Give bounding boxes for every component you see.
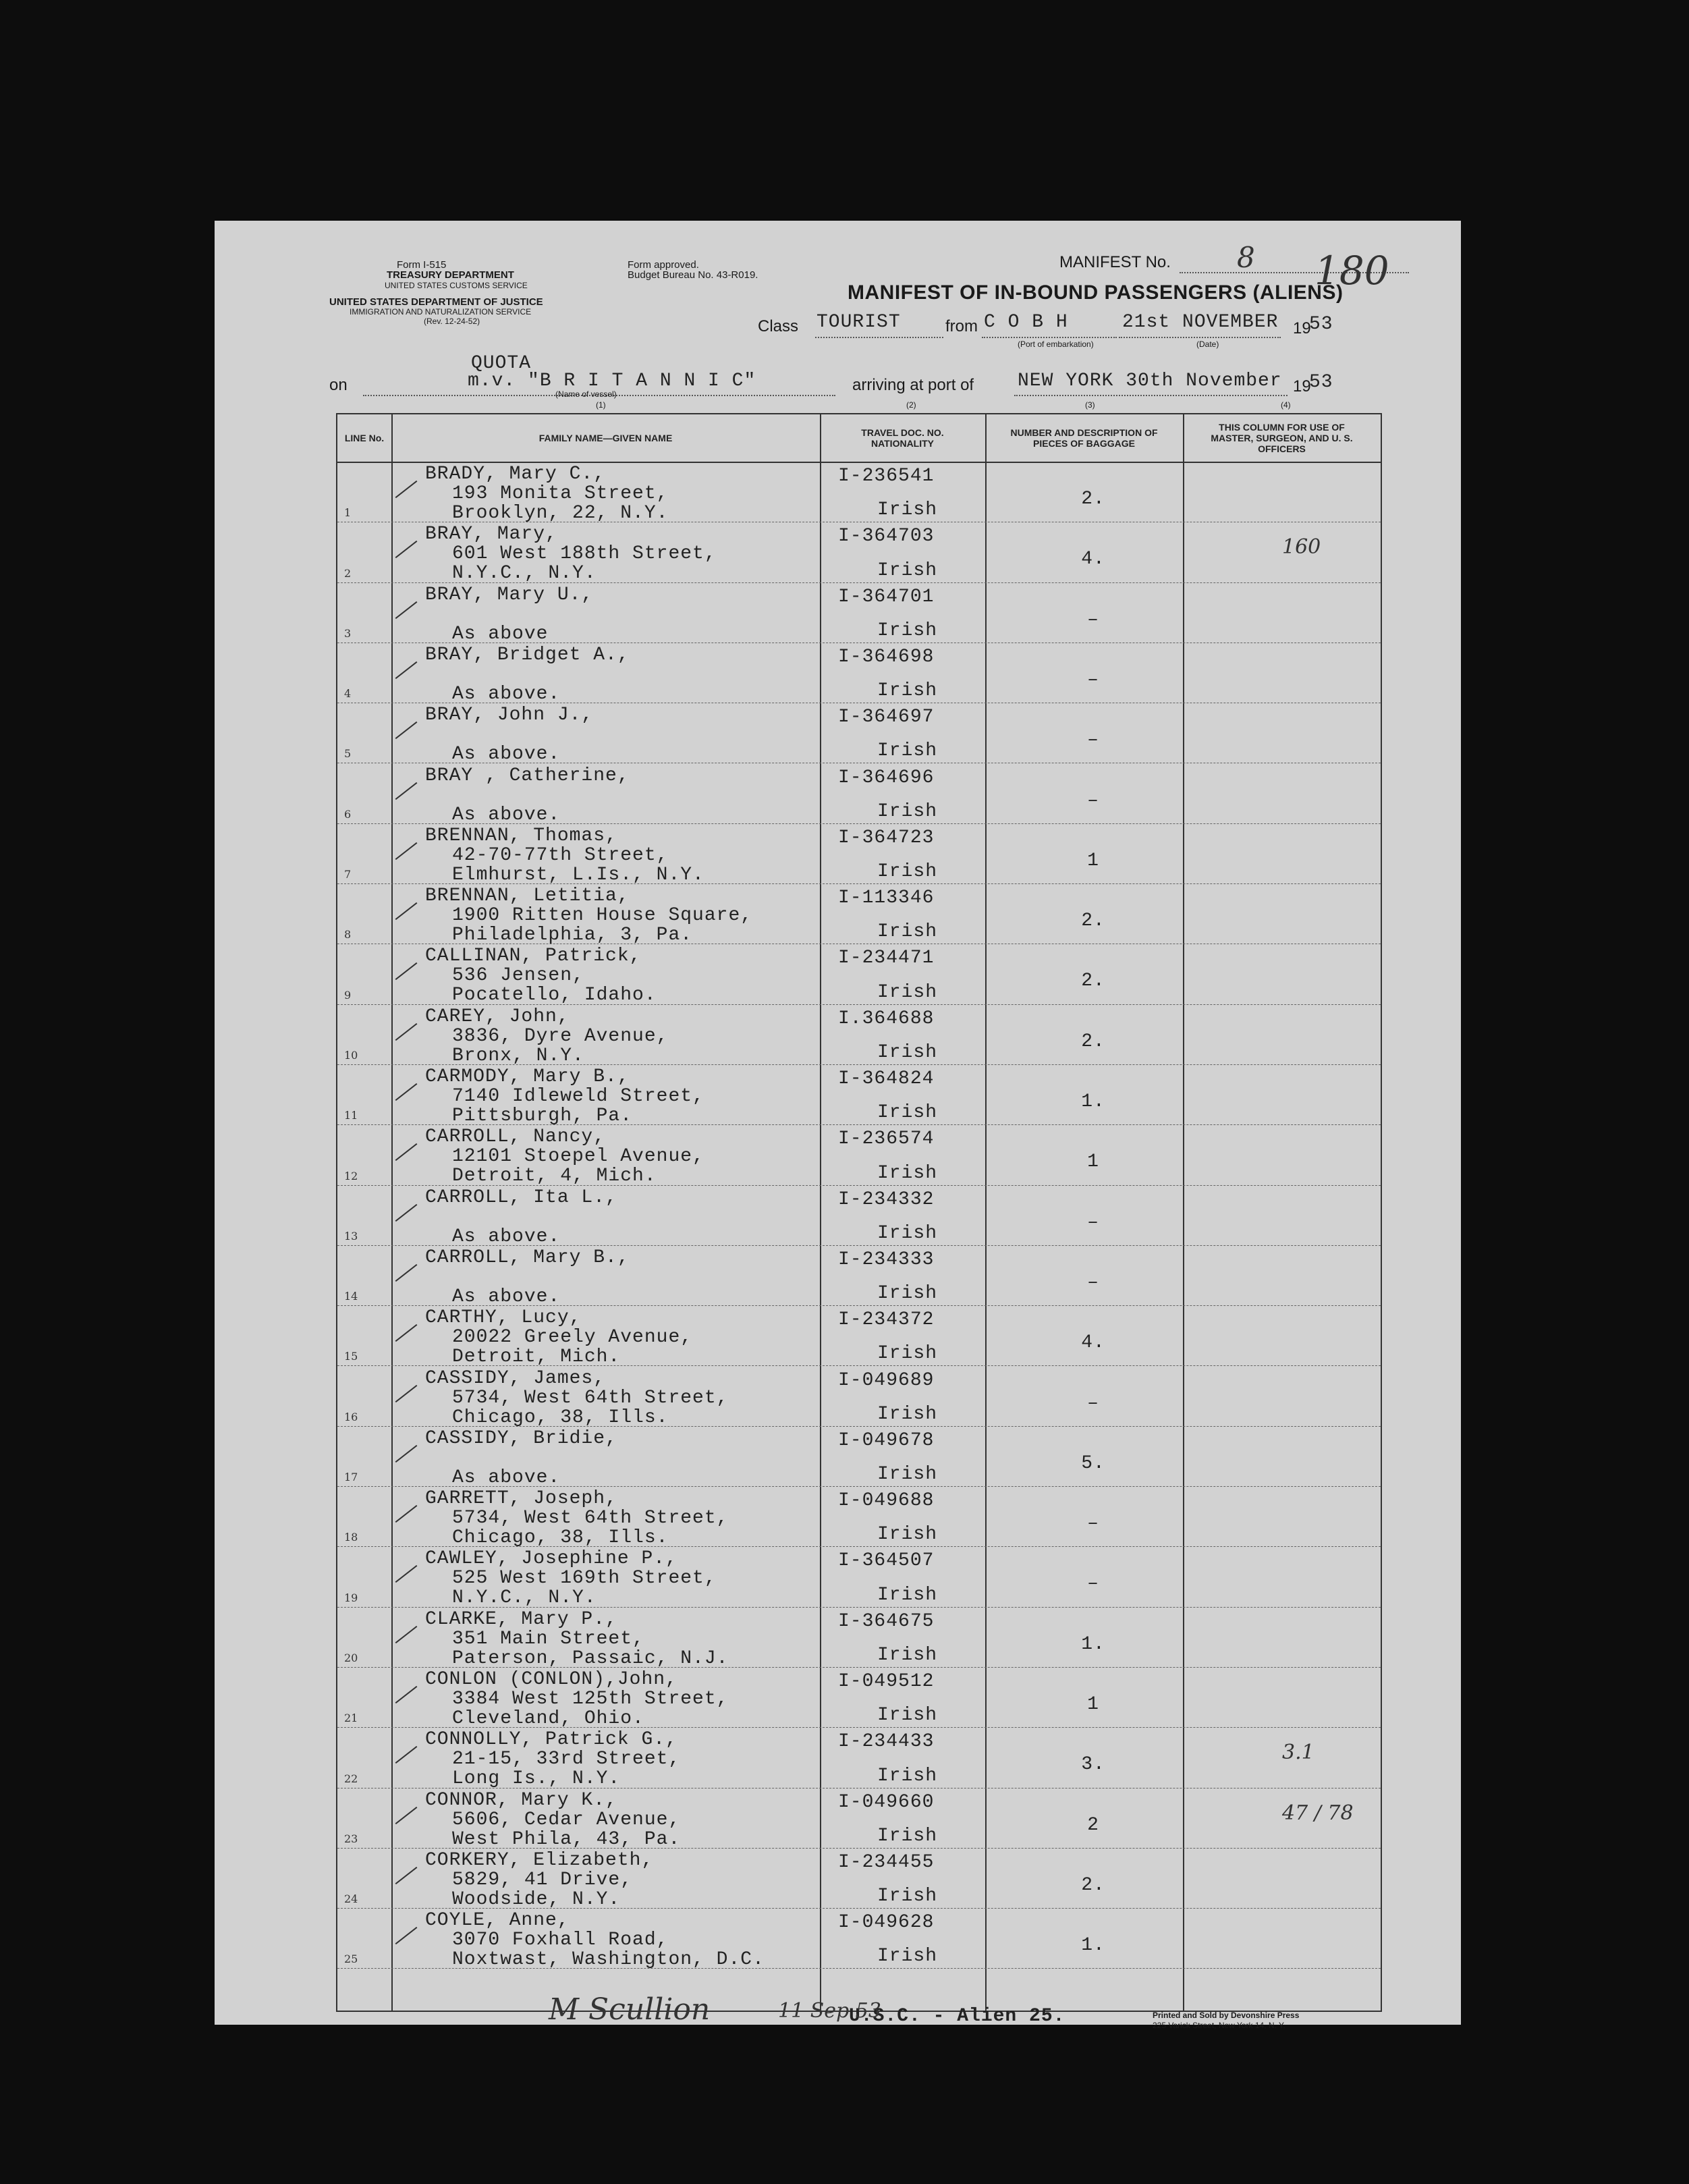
address-line-2: Detroit, 4, Mich. [452,1166,657,1187]
travel-doc-number: I-364697 [838,707,935,728]
printer-line-1: Printed and Sold by Devonshire Press [1153,2011,1300,2020]
table-row [337,462,1381,522]
travel-doc-number: I-113346 [838,888,935,909]
passenger-name: CARTHY, Lucy, [425,1307,582,1329]
printer-line-2: 225 Varick Street, New York 14, N. Y. [1153,2021,1285,2030]
nationality: Irish [877,1343,938,1365]
manifest-title: MANIFEST OF IN-BOUND PASSENGERS (ALIENS) [848,281,1344,304]
address-line-2: Philadelphia, 3, Pa. [452,925,693,946]
passenger-name: CARROLL, Nancy, [425,1126,606,1148]
table-row [337,1004,1381,1065]
embark-year: 53 [1309,314,1333,335]
column-number-3: (3) [1085,400,1095,410]
table-row [337,1366,1381,1427]
travel-doc-number: I-364507 [838,1550,935,1572]
department-of-justice: UNITED STATES DEPARTMENT OF JUSTICE [329,296,543,308]
nationality: Irish [877,1886,938,1907]
check-mark [395,1384,418,1402]
nationality: Irish [877,800,938,822]
usc-alien-label: U.S.C. - Alien 25. [849,2006,1065,2027]
nationality: Irish [877,1041,938,1063]
table-row [337,1064,1381,1125]
officer-note: 47 / 78 [1282,1801,1354,1825]
passenger-name-address [425,1369,728,1427]
baggage-count: 5. [1081,1452,1105,1474]
address-line-2: N.Y.C., N.Y. [452,1587,597,1609]
line-number: 1 [344,506,352,520]
address-line-1 [425,605,593,624]
address-line-1: 42-70-77th Street, [452,844,669,866]
passenger-name-address [425,946,657,1005]
check-mark [395,1565,418,1583]
nationality: Irish [877,981,938,1003]
table-row [337,1727,1381,1788]
baggage-count: – [1087,1513,1099,1535]
address-line-1: 536 Jensen, [452,965,584,987]
check-mark [395,1264,418,1282]
travel-doc-number: I-049688 [838,1490,935,1512]
address-line-2: Elmhurst, L.Is., N.Y. [452,864,704,885]
passenger-name-address [425,1308,692,1367]
address-line-2: As above. [452,804,561,825]
address-line-2: N.Y.C., N.Y. [452,563,597,584]
nationality: Irish [877,740,938,762]
nationality: Irish [877,620,938,641]
travel-doc-number: I-364824 [838,1068,935,1089]
travel-doc-number: I-234433 [838,1731,935,1753]
nationality: Irish [877,1162,938,1184]
address-line-2: Bronx, N.Y. [452,1045,584,1066]
on-label: on [329,376,348,394]
line-number: 18 [344,1531,358,1544]
address-line-1: 5829, 41 Drive, [452,1869,633,1890]
baggage-count: 4. [1081,549,1105,570]
nationality: Irish [877,1222,938,1244]
passenger-name-address [425,1730,680,1789]
passenger-name: CLARKE, Mary P., [425,1608,617,1630]
address-line-1 [425,1207,617,1227]
port-caption: (Port of embarkation) [1018,339,1094,349]
baggage-count: 1 [1087,1694,1099,1715]
nationality: Irish [877,1464,938,1485]
travel-doc-number: I-236574 [838,1128,935,1150]
address-line-1 [425,725,593,744]
passenger-name: CONNOR, Mary K., [425,1789,617,1811]
manifest-sheet [215,221,1461,2030]
travel-doc-number: I-364703 [838,526,935,547]
arriving-label: arriving at port of [852,376,974,394]
address-line-2: Pocatello, Idaho. [452,985,657,1006]
passenger-name-address [425,886,752,945]
passenger-table [336,413,1382,2012]
nationality: Irish [877,1946,938,1967]
table-row [337,1908,1381,1969]
corner-number: 180 [1314,248,1389,294]
baggage-count: 2 [1087,1814,1099,1836]
check-mark [395,782,418,799]
nationality: Irish [877,1102,938,1124]
ins-label: IMMIGRATION AND NATURALIZATION SERVICE [350,307,532,317]
nationality: Irish [877,1644,938,1666]
address-line-1: 12101 Stoepel Avenue, [452,1146,704,1168]
baggage-count: 1. [1081,1633,1105,1655]
address-line-1: 3384 West 125th Street, [452,1689,729,1710]
line-number: 2 [344,566,352,580]
table-row [337,643,1381,703]
form-approved: Form approved. [628,259,699,271]
passenger-name-address [425,1851,653,1909]
passenger-name: BRENNAN, Thomas, [425,825,617,846]
check-mark [395,1203,418,1221]
passenger-name: COYLE, Anne, [425,1910,570,1932]
table-row [337,1426,1381,1487]
table-row [337,763,1381,824]
line-number: 11 [344,1109,358,1122]
baggage-count: 2. [1081,1031,1105,1052]
baggage-count: 4. [1081,1332,1105,1354]
table-row [337,1788,1381,1849]
line-number: 6 [344,807,352,821]
embarkation-port: C O B H [984,312,1068,333]
passenger-name-address [425,524,717,583]
line-number: 20 [344,1651,358,1664]
table-row [337,522,1381,582]
header-family-name: FAMILY NAME—GIVEN NAME [538,433,673,443]
embark-year-prefix: 19 [1293,319,1311,337]
passenger-name: CORKERY, Elizabeth, [425,1849,654,1871]
passenger-name-address [425,766,630,825]
passenger-name-address [425,585,593,644]
nationality: Irish [877,1283,938,1305]
address-line-1: 5734, West 64th Street, [452,1508,729,1529]
passenger-name: BRADY, Mary C., [425,464,606,485]
arrival-year: 53 [1309,372,1333,393]
column-number-2: (2) [906,400,916,410]
nationality: Irish [877,1524,938,1546]
nationality: Irish [877,1765,938,1786]
line-number: 15 [344,1350,358,1363]
baggage-count: – [1087,609,1099,630]
officer-note: 3.1 [1282,1741,1314,1765]
baggage-count: – [1087,669,1099,690]
line-number: 4 [344,687,352,701]
table-row [337,823,1381,884]
travel-doc-number: I-234372 [838,1309,935,1331]
table-row [337,1667,1381,1728]
table-header [337,414,1381,463]
baggage-count: – [1087,1573,1099,1595]
header-line-no: LINE No. [344,433,385,443]
table-row [337,1607,1381,1668]
address-line-2: Long Is., N.Y. [452,1768,621,1790]
baggage-count: 2. [1081,1874,1105,1896]
address-line-2: As above. [452,683,561,705]
check-mark [395,1445,418,1463]
baggage-count: – [1087,790,1099,811]
line-number: 12 [344,1169,358,1182]
passenger-name: CARROLL, Mary B., [425,1247,630,1268]
address-line-2: As above. [452,1467,561,1488]
travel-doc-number: I-364701 [838,586,935,607]
revision-date: (Rev. 12-24-52) [424,317,480,326]
passenger-name: CASSIDY, Bridie, [425,1427,617,1449]
passenger-name-address [425,1489,728,1548]
travel-doc-number: I-236541 [838,466,935,487]
passenger-name-address [425,1067,704,1126]
travel-doc-number: I-234471 [838,948,935,969]
check-mark [395,962,418,980]
address-line-1: 1900 Ritten House Square, [452,905,753,927]
baggage-count: 2. [1081,971,1105,992]
table-row [337,582,1381,643]
quota-label: QUOTA [471,353,532,374]
passenger-name: GARRETT, Joseph, [425,1488,617,1510]
header-baggage: NUMBER AND DESCRIPTION OF PIECES OF BAGGAGE [1010,427,1158,449]
passenger-name: BRAY, Bridget A., [425,644,630,665]
passenger-name-address [425,1670,728,1728]
class-value: TOURIST [816,312,901,333]
check-mark [395,1626,418,1643]
line-number: 19 [344,1591,358,1604]
travel-doc-number: I-234332 [838,1189,935,1210]
passenger-name-address [425,1610,728,1668]
check-mark [395,1324,418,1342]
check-mark [395,902,418,920]
address-line-1: 20022 Greely Avenue, [452,1327,693,1348]
line-number: 24 [344,1892,358,1906]
address-line-1: 525 West 169th Street, [452,1568,717,1589]
travel-doc-number: I-049512 [838,1671,935,1692]
address-line-2: As above. [452,1226,561,1247]
baggage-count: – [1087,730,1099,751]
line-number: 7 [344,868,352,881]
passenger-name: BRENNAN, Letitia, [425,885,630,907]
address-line-1: 3836, Dyre Avenue, [452,1025,669,1047]
passenger-name-address [425,1127,704,1186]
passenger-name: CARROLL, Ita L., [425,1186,617,1208]
table-row [337,1305,1381,1366]
travel-doc-number: I-364696 [838,767,935,788]
nationality: Irish [877,921,938,943]
table-row [337,883,1381,944]
table-row [337,1124,1381,1185]
passenger-name: CONLON (CONLON),John, [425,1669,677,1690]
check-mark [395,481,418,498]
travel-doc-number: I-049660 [838,1791,935,1813]
class-label: Class [758,317,799,335]
line-number: 21 [344,1712,358,1725]
table-row [337,1546,1381,1607]
handwritten-date: 11 Sep 53 [778,1999,881,2023]
address-line-2: As above [452,623,549,645]
address-line-2: Noxtwast, Washington, D.C. [452,1949,765,1971]
check-mark [395,1143,418,1161]
officer-signature: M Scullion [549,1992,711,2027]
line-number: 10 [344,1048,358,1062]
passenger-name-address [425,1429,617,1487]
vessel-name: m.v. "B R I T A N N I C" [468,371,756,391]
table-row [337,703,1381,763]
date-caption: (Date) [1196,339,1219,349]
passenger-name-address [425,1007,668,1066]
passenger-name-address [425,1248,630,1307]
passenger-name-address [425,1188,617,1247]
passenger-name: BRAY , Catherine, [425,765,630,786]
manifest-number-label: MANIFEST No. [1059,253,1171,271]
address-line-2: Pittsburgh, Pa. [452,1105,633,1126]
baggage-count: 1. [1081,1935,1105,1957]
line-number: 25 [344,1953,358,1966]
arrival-year-prefix: 19 [1293,377,1311,395]
address-line-1 [425,665,630,684]
check-mark [395,842,418,860]
line-number: 5 [344,747,352,761]
nationality: Irish [877,1705,938,1726]
passenger-name: BRAY, Mary U., [425,584,594,605]
travel-doc-number: I-049628 [838,1912,935,1934]
check-mark [395,1083,418,1101]
baggage-count: – [1087,1211,1099,1233]
passenger-name-address [425,1791,680,1849]
address-line-1: 601 West 188th Street, [452,543,717,565]
table-row [337,944,1381,1004]
travel-doc-number: I-049689 [838,1369,935,1391]
vessel-caption: (Name of vessel) [555,389,617,399]
arrival-port-date: NEW YORK 30th November [1018,371,1282,391]
table-row [337,1245,1381,1306]
header-travel-doc: TRAVEL DOC. NO. NATIONALITY [861,427,944,449]
line-number: 9 [344,988,352,1002]
nationality: Irish [877,680,938,702]
travel-doc-number: I-049678 [838,1429,935,1451]
address-line-1: 193 Monita Street, [452,483,669,504]
manifest-number: 8 [1237,241,1255,274]
address-line-1: 351 Main Street, [452,1628,644,1649]
address-line-1 [425,1448,617,1468]
address-line-2: Brooklyn, 22, N.Y. [452,503,669,524]
nationality: Irish [877,1825,938,1847]
baggage-count: – [1087,1272,1099,1293]
address-line-1: 7140 Idleweld Street, [452,1086,704,1107]
passenger-name: CAREY, John, [425,1006,570,1027]
table-row [337,1848,1381,1909]
check-mark [395,541,418,558]
check-mark [395,1746,418,1764]
passenger-name: CASSIDY, James, [425,1367,606,1389]
address-line-2: Woodside, N.Y. [452,1888,621,1910]
nationality: Irish [877,499,938,521]
passenger-name-address [425,645,630,704]
address-line-2: West Phila, 43, Pa. [452,1828,681,1850]
check-mark [395,661,418,679]
passenger-name-address [425,826,704,885]
form-number: Form I-515 [397,259,447,271]
baggage-count: 1 [1087,850,1099,871]
passenger-name: CARMODY, Mary B., [425,1066,630,1087]
line-number: 22 [344,1772,358,1785]
passenger-name: CALLINAN, Patrick, [425,946,642,967]
check-mark [395,601,418,618]
passenger-name-address [425,1911,765,1969]
passenger-name: CONNOLLY, Patrick G., [425,1729,677,1751]
baggage-count: 3. [1081,1754,1105,1776]
officer-note: 160 [1282,535,1321,559]
address-line-2: Chicago, 38, Ills. [452,1407,669,1428]
address-line-2: As above. [452,1286,561,1307]
check-mark [395,1686,418,1703]
treasury-department: TREASURY DEPARTMENT [387,269,514,281]
customs-service: UNITED STATES CUSTOMS SERVICE [385,281,528,290]
column-number-4: (4) [1281,400,1291,410]
baggage-count: 2. [1081,489,1105,510]
column-number-1: (1) [596,400,606,410]
address-line-2: Detroit, Mich. [452,1346,621,1368]
check-mark [395,1867,418,1884]
nationality: Irish [877,861,938,883]
line-number: 13 [344,1229,358,1243]
from-label: from [945,317,978,335]
embarkation-date: 21st NOVEMBER [1122,312,1279,333]
table-row [337,1185,1381,1246]
line-number: 14 [344,1290,358,1303]
nationality: Irish [877,1403,938,1425]
address-line-1 [425,1267,630,1287]
baggage-count: 2. [1081,910,1105,932]
travel-doc-number: I-364723 [838,827,935,848]
travel-doc-number: I-234455 [838,1851,935,1873]
address-line-1: 21-15, 33rd Street, [452,1749,681,1770]
table-row [337,1486,1381,1547]
passenger-name: BRAY, John J., [425,705,594,726]
nationality: Irish [877,1584,938,1606]
passenger-name-address [425,705,593,764]
address-line-1: 3070 Foxhall Road, [452,1930,669,1951]
address-line-1: 5606, Cedar Avenue, [452,1809,681,1830]
check-mark [395,1023,418,1041]
header-officers: THIS COLUMN FOR USE OF MASTER, SURGEON, AND U. S. OFFICERS [1211,422,1353,454]
address-line-2: Paterson, Passaic, N.J. [452,1647,729,1669]
passenger-name: CAWLEY, Josephine P., [425,1548,677,1570]
check-mark [395,721,418,739]
address-line-2: Cleveland, Ohio. [452,1708,644,1729]
baggage-count: 1 [1087,1151,1099,1173]
line-number: 23 [344,1832,358,1845]
travel-doc-number: I-364698 [838,646,935,667]
budget-bureau: Budget Bureau No. 43-R019. [628,269,758,281]
check-mark [395,1505,418,1523]
passenger-name-address [425,464,668,523]
baggage-count: – [1087,1392,1099,1414]
line-number: 17 [344,1471,358,1484]
address-line-1 [425,786,630,805]
passenger-name: BRAY, Mary, [425,524,557,545]
address-line-2: Chicago, 38, Ills. [452,1527,669,1549]
line-number: 3 [344,626,352,640]
address-line-2: As above. [452,744,561,765]
travel-doc-number: I.364688 [838,1008,935,1029]
travel-doc-number: I-364675 [838,1610,935,1632]
travel-doc-number: I-234333 [838,1249,935,1270]
check-mark [395,1927,418,1944]
address-line-1: 5734, West 64th Street, [452,1387,729,1409]
nationality: Irish [877,559,938,581]
line-number: 16 [344,1410,358,1423]
line-number: 8 [344,928,352,941]
baggage-count: 1. [1081,1091,1105,1112]
passenger-name-address [425,1549,717,1608]
check-mark [395,1806,418,1824]
